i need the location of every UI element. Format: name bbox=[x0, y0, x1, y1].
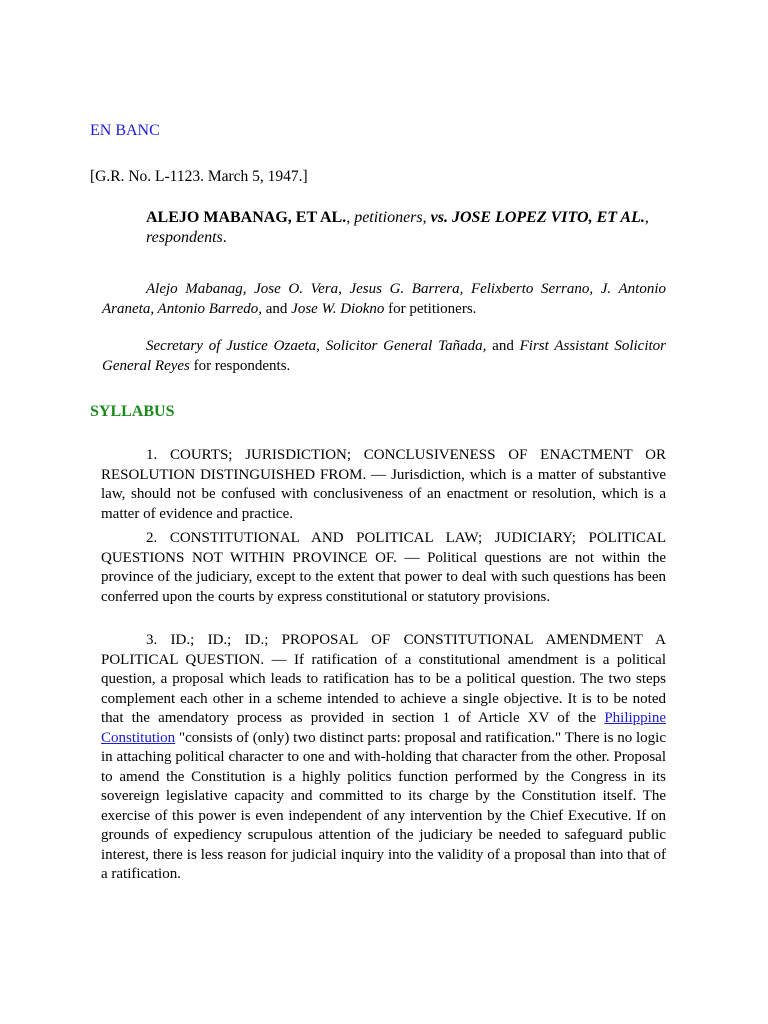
counsel-respondents bbox=[102, 336, 666, 376]
respondents-name: vs. JOSE LOPEZ VITO, ET AL. bbox=[430, 209, 645, 226]
philippine-constitution-link[interactable]: Philippine Constitution bbox=[101, 710, 666, 746]
caption-sep-2: , bbox=[422, 209, 431, 226]
syllabus-item-3 bbox=[101, 631, 666, 885]
counsel-petitioners bbox=[102, 279, 666, 319]
respondents-role: respondents bbox=[146, 229, 223, 246]
counsel-petitioners-and: and bbox=[262, 301, 292, 317]
counsel-petitioners-names: Alejo Mabanag, Jose O. Vera, Jesus G. Barrera, Felixberto Serrano, J. Antonio Araneta, Antonio Barredo, bbox=[102, 281, 666, 317]
division-heading: EN BANC bbox=[90, 122, 160, 139]
counsel-respondents-last: First Assistant Solicitor General Reyes bbox=[102, 338, 666, 374]
syllabus-item-3-after: "consists of (only) two distinct parts: proposal and ratification." There is no logic in attaching political character to one and with-holding that character from the other. Proposal to amend the Constitution is a highly politics function performed by the Congress in its sovereign legislative capacity and committed to its charge by the Constitution itself. The exercise of this power is even independent of any intervention by the Chief Executive. If on grounds of expediency scrupulous attention of the judiciary be needed to safeguard public interest, there is less reason for judicial inquiry into the validity of a proposal than into that of a ratification. bbox=[101, 729, 666, 882]
counsel-respondents-tail: for respondents. bbox=[189, 358, 291, 374]
syllabus-item-2: 2. CONSTITUTIONAL AND POLITICAL LAW; JUDICIARY; POLITICAL QUESTIONS NOT WITHIN PROVINCE OF. — Political questions are not within the province of the judiciary, except to the extent that power to deal with such questions has been conferred upon the courts by express constitutional or statutory provisions. bbox=[101, 530, 666, 605]
counsel-respondents-and: and bbox=[486, 338, 520, 354]
syllabus-item-3-before: 3. ID.; ID.; ID.; PROPOSAL OF CONSTITUTIONAL AMENDMENT A POLITICAL QUESTION. — If ratification of a constitutional amendment is a political question, a proposal which leads to ratification has to be a political question. The two steps complement each other in a scheme intended to achieve a single objective. It is to be noted that the amendatory process as provided in section 1 of Article XV of the bbox=[101, 632, 666, 726]
counsel-petitioners-tail: for petitioners. bbox=[384, 301, 477, 317]
syllabus-item-1: 1. COURTS; JURISDICTION; CONCLUSIVENESS OF ENACTMENT OR RESOLUTION DISTINGUISHED FROM. — Jurisdiction, which is a matter of substantive law, should not be confused with conclusiveness of an enactment or resolution, which is a matter of evidence and practice. bbox=[101, 447, 666, 522]
counsel-petitioners-last: Jose W. Diokno bbox=[291, 301, 385, 317]
case-number: [G.R. No. L-1123. March 5, 1947.] bbox=[90, 168, 308, 185]
caption-period: . bbox=[222, 229, 227, 246]
petitioners-role: petitioners bbox=[354, 209, 423, 226]
syllabus-heading: SYLLABUS bbox=[90, 403, 175, 420]
case-caption bbox=[146, 208, 666, 248]
caption-sep-3: , bbox=[644, 209, 649, 226]
petitioners-name: ALEJO MABANAG, ET AL. bbox=[146, 209, 347, 226]
counsel-respondents-names: Secretary of Justice Ozaeta, Solicitor General Tañada, bbox=[146, 338, 487, 354]
caption-sep-1: , bbox=[346, 209, 355, 226]
